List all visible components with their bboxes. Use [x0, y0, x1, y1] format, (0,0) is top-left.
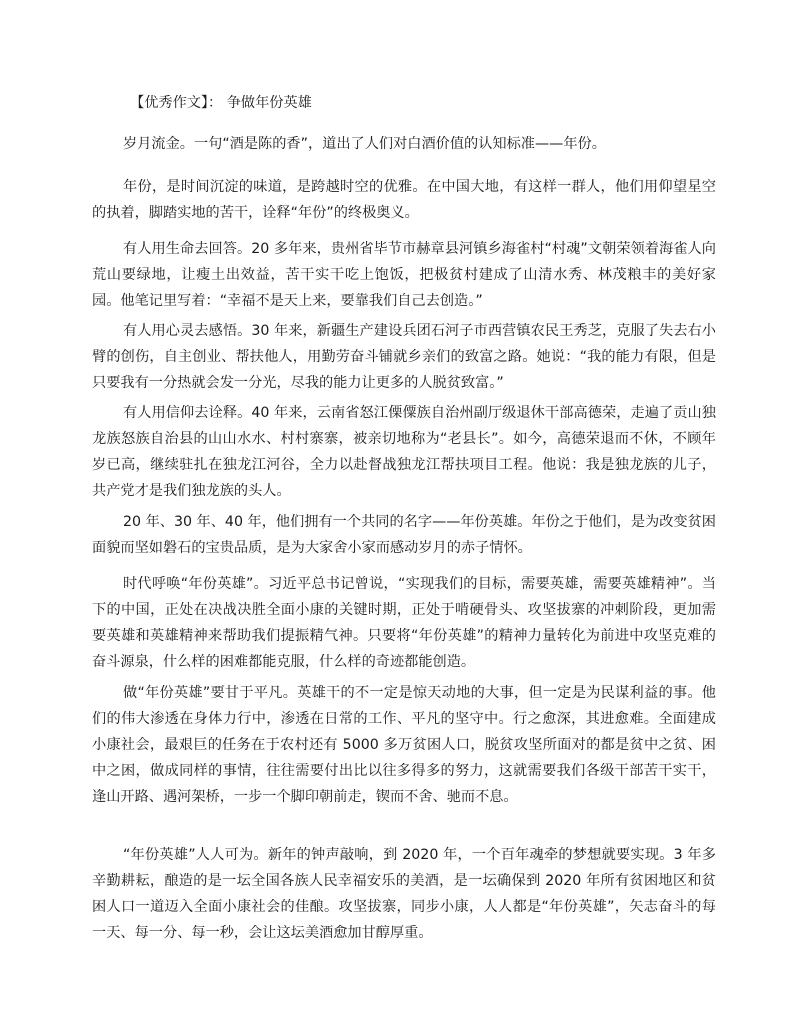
paragraph-9: “年份英雄”人人可为。新年的钟声敲响，到 2020 年，一个百年魂牵的梦想就要实现。3 年多辛勤耕耘，酿造的是一坛全国各族人民幸福安乐的美酒，是一坛确保到 2020 年所有贫困地区和贫困人口一道迈入全面小康社会的佳酿。攻坚拔寨，同步小康，人人都是“年份英雄”，矢志奋斗的每一天、每一分、每一秒，会让这坛美酒愈加甘醇厚重。 [92, 847, 716, 941]
paragraph-5: 有人用信仰去诠释。40 年来，云南省怒江傈僳族自治州副厅级退休干部高德荣，走遍了贡山独龙族怒族自治县的山山水水、村村寨寨，被亲切地称为“老县长”。如今，高德荣退而不休，不顾年岁已高，继续驻扎在独龙江河谷，全力以赴督战独龙江帮扶项目工程。他说：我是独龙族的儿子，共产党才是我们独龙族的头人。 [92, 405, 716, 499]
paragraph-4: 有人用心灵去感悟。30 年来，新疆生产建设兵团石河子市西营镇农民王秀芝，克服了失去右小臂的创伤，自主创业、帮扶他人，用勤劳奋斗铺就乡亲们的致富之路。她说：“我的能力有限，但是只要我有一分热就会发一分光，尽我的能力让更多的人脱贫致富。” [92, 323, 716, 391]
paragraph-3: 有人用生命去回答。20 多年来，贵州省毕节市赫章县河镇乡海雀村“村魂”文朝荣领着海雀人向荒山要绿地，让瘦土出效益，苦干实干吃上饱饭，把极贫村建成了山清水秀、林茂粮丰的美好家园。他笔记里写着：“幸福不是天上来，要靠我们自己去创造。” [92, 241, 716, 309]
paragraph-2: 年份，是时间沉淀的味道，是跨越时空的优雅。在中国大地，有这样一群人，他们用仰望星空的执着，脚踏实地的苦干，诠释“年份”的终极奥义。 [92, 179, 716, 221]
paragraph-1: 岁月流金。一句“酒是陈的香”，道出了人们对白酒价值的认知标准——年份。 [123, 136, 606, 152]
paragraph-6: 20 年、30 年、40 年，他们拥有一个共同的名字——年份英雄。年份之于他们，是为改变贫困面貌而坚如磐石的宝贵品质，是为大家舍小家而感动岁月的赤子情怀。 [92, 514, 716, 556]
paragraph-7: 时代呼唤“年份英雄”。习近平总书记曾说，“实现我们的目标，需要英雄，需要英雄精神”。当下的中国，正处在决战决胜全面小康的关键时期，正处于啃硬骨头、攻坚拔寨的冲刺阶段，更加需要英雄和英雄精神来帮助我们提振精气神。只要将“年份英雄”的精神力量转化为前进中攻坚克难的奋斗源泉，什么样的困难都能克服，什么样的奇迹都能创造。 [92, 576, 716, 670]
document-title: 【优秀作文】： 争做年份英雄 [130, 95, 312, 111]
paragraph-8: 做“年份英雄”要甘于平凡。英雄干的不一定是惊天动地的大事，但一定是为民谋利益的事。他们的伟大渗透在身体力行中，渗透在日常的工作、平凡的坚守中。行之愈深，其进愈难。全面建成小康社会，最艰巨的任务在于农村还有 5000 多万贫困人口，脱贫攻坚所面对的都是贫中之贫、困中之困，做成同样的事情，往往需要付出比以往多得多的努力，这就需要我们各级干部苦干实干，逢山开路、遇河架桥，一步一个脚印朝前走，锲而不舍、驰而不息。 [92, 685, 716, 805]
